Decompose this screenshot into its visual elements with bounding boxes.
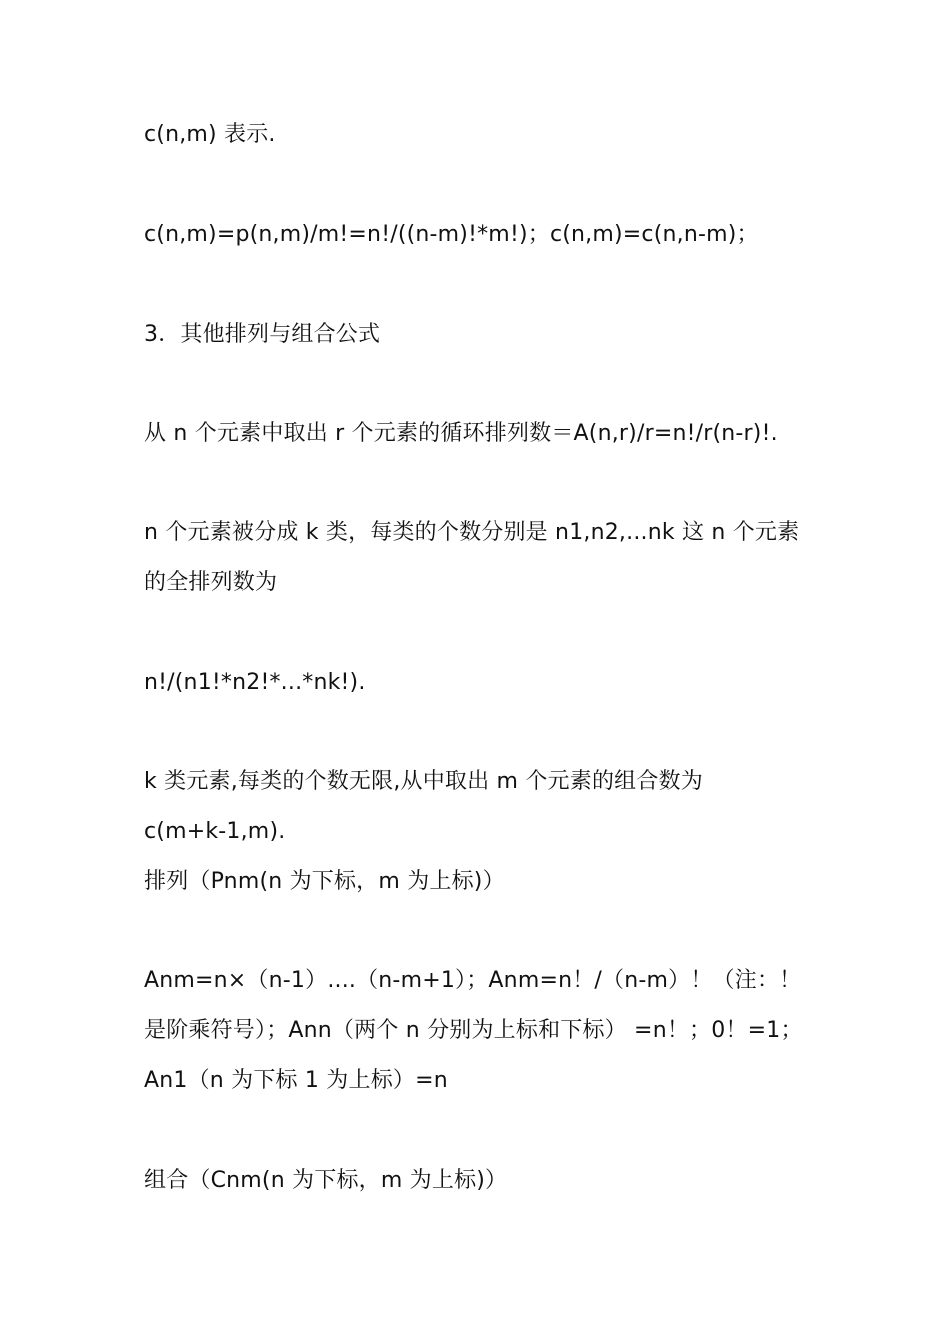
text-line-circular-permutation: 从 n 个元素中取出 r 个元素的循环排列数＝A(n,r)/r=n!/r(n-r)!. [144, 421, 778, 446]
text-line-multiset-permutation: n 个元素被分成 k 类，每类的个数分别是 n1,n2,...nk 这 n 个元素 [144, 520, 800, 545]
subheading-combination: 组合（Cnm(n 为下标，m 为上标)） [144, 1168, 508, 1193]
text-line-multinomial-formula: n!/(n1!*n2!*...*nk!). [144, 670, 366, 695]
text-line-multiset-permutation-cont: 的全排列数为 [144, 570, 278, 595]
text-line-factorial-note: 是阶乘符号）；Ann（两个 n 分别为上标和下标） =n！；0！=1； [144, 1018, 803, 1043]
subheading-permutation: 排列（Pnm(n 为下标，m 为上标)） [144, 869, 505, 894]
text-line-permutation-formula: Anm=n×（n-1）....（n-m+1）；Anm=n！/（n-m）！（注：！ [144, 968, 802, 993]
text-line-combination-formula: c(n,m)=p(n,m)/m!=n!/((n-m)!*m!)；c(n,m)=c(n,n-m)； [144, 222, 759, 247]
section-heading-other-formulas: 3．其他排列与组合公式 [144, 322, 381, 347]
text-line-an1: An1（n 为下标 1 为上标）=n [144, 1068, 448, 1093]
text-line-unlimited-combination-formula: c(m+k-1,m). [144, 819, 286, 844]
text-line-unlimited-combination: k 类元素,每类的个数无限,从中取出 m 个元素的组合数为 [144, 769, 703, 794]
text-line-notation: c(n,m) 表示. [144, 122, 276, 147]
